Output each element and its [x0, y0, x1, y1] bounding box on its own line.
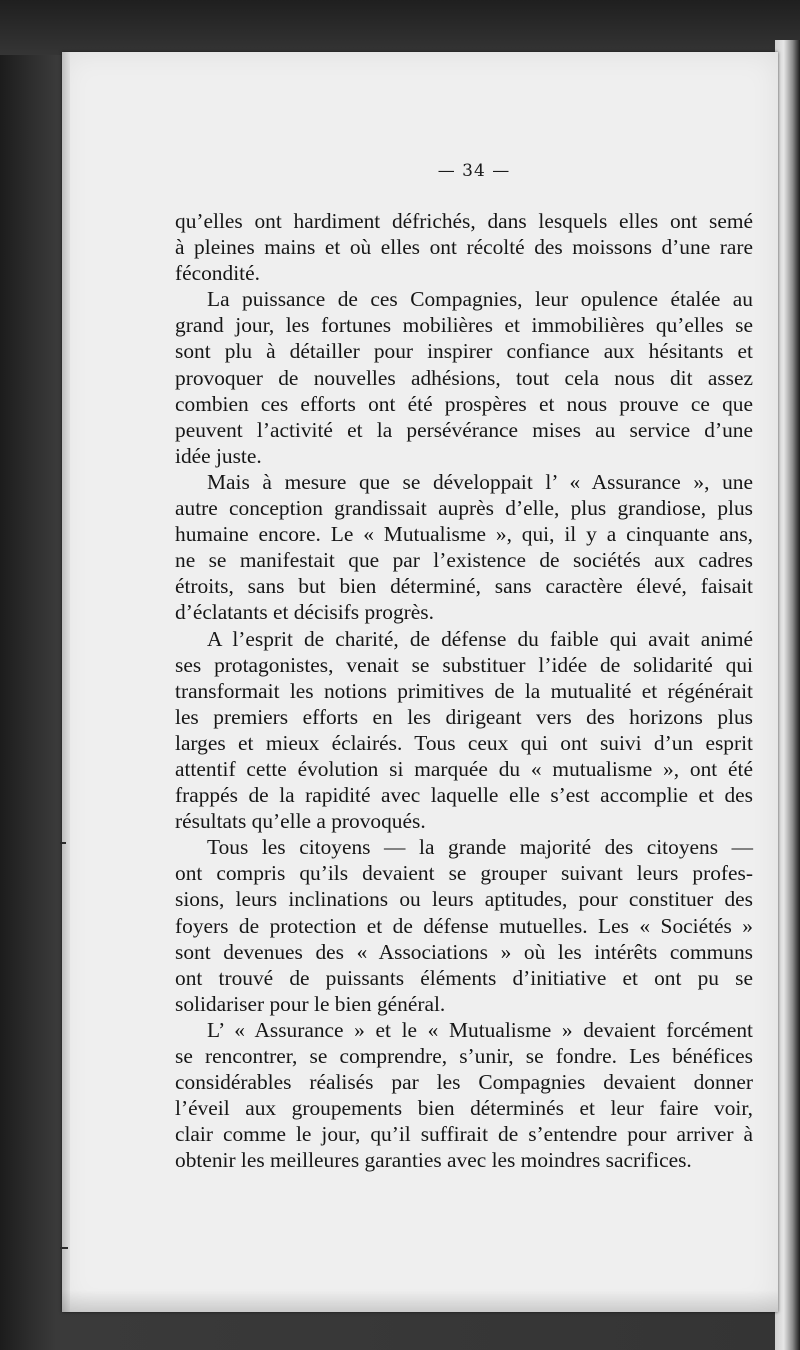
page-bottom-shadow [62, 1290, 778, 1312]
text-line: les premiers efforts en les dirigeant vers des horizons plus [175, 704, 753, 729]
text-line: sont devenues des « Associations » où les intérêts communs [175, 939, 753, 964]
text-line: foyers de protection et de défense mutuelles. Les « Sociétés » [175, 913, 753, 938]
text-line: frappés de la rapidité avec laquelle elle s’est accomplie et des [175, 783, 753, 808]
text-line: A l’esprit de charité, de défense du faible qui avait animé [207, 626, 753, 651]
body-text [175, 208, 753, 1173]
text-line: ont trouvé de puissants éléments d’initiative et ont pu se [175, 965, 753, 990]
text-line: qu’elles ont hardiment défrichés, dans lesquels elles ont semé [175, 209, 753, 233]
paragraph [175, 1017, 753, 1174]
binding-edge [775, 40, 800, 1350]
text-line: se rencontrer, se comprendre, s’unir, se fondre. Les bénéfices [175, 1044, 753, 1068]
text-line: ont compris qu’ils devaient se grouper suivant leurs profes- [175, 861, 753, 886]
text-line: larges et mieux éclairés. Tous ceux qui ont suivi d’un esprit [175, 730, 753, 755]
text-line: transformait les notions primitives de la mutualité et régénérait [175, 678, 753, 703]
text-line: L’ « Assurance » et le « Mutualisme » devaient forcément [207, 1017, 753, 1042]
text-line: sont plu à détailler pour inspirer confiance aux hésitants et [175, 339, 753, 364]
text-line: ses protagonistes, venait se substituer l’idée de solidarité qui [175, 652, 753, 677]
text-line: sions, leurs inclinations ou leurs aptitudes, pour constituer des [175, 887, 753, 912]
text-line: étroits, sans but bien déterminé, sans caractère élevé, faisait [175, 574, 753, 599]
text-line: clair comme le jour, qu’il suffirait de s’entendre pour arriver à [175, 1122, 753, 1147]
margin-mark [60, 842, 66, 844]
text-line: Tous les citoyens — la grande majorité des citoyens — [207, 835, 753, 860]
text-line: ne se manifestait que par l’existence de sociétés aux cadres [175, 548, 753, 573]
text-line: autre conception grandissait auprès d’elle, plus grandiose, plus [175, 496, 753, 521]
text-line: obtenir les meilleures garanties avec les moindres sacrifices. [175, 1148, 692, 1173]
text-line: d’éclatants et décisifs progrès. [175, 600, 434, 625]
scan-top-border [0, 0, 800, 55]
text-line: à pleines mains et où elles ont récolté des moissons d’une rare [175, 235, 753, 260]
text-line: idée juste. [175, 443, 262, 468]
paragraph [175, 834, 753, 1017]
margin-mark [60, 1247, 68, 1249]
paragraph [175, 626, 753, 835]
text-line: provoquer de nouvelles adhésions, tout cela nous dit assez [175, 365, 753, 390]
text-line: solidariser pour le bien général. [175, 991, 446, 1016]
paragraph [175, 469, 753, 626]
text-line: humaine encore. Le « Mutualisme », qui, il y a cinquante ans, [175, 522, 753, 547]
text-line: attentif cette évolution si marquée du « mutualisme », ont été [175, 756, 753, 781]
paragraph [175, 286, 753, 469]
text-line: La puissance de ces Compagnies, leur opulence étalée au [207, 287, 753, 312]
text-line: combien ces efforts ont été prospères et nous prouve ce que [175, 391, 753, 416]
text-line: peuvent l’activité et la persévérance mises au service d’une [175, 417, 753, 442]
text-line: considérables réalisés par les Compagnies devaient donner [175, 1070, 753, 1095]
text-line: Mais à mesure que se développait l’ « Assurance », une [207, 469, 753, 494]
page-left-edge [62, 52, 70, 1312]
paragraph [175, 208, 753, 286]
text-line: résultats qu’elle a provoqués. [175, 809, 426, 834]
text-line: l’éveil aux groupements bien déterminés et leur faire voir, [175, 1096, 753, 1121]
text-line: grand jour, les fortunes mobilières et immobilières qu’elles se [175, 313, 753, 338]
page-number: — 34 — [437, 161, 511, 181]
text-line: fécondité. [175, 261, 260, 286]
